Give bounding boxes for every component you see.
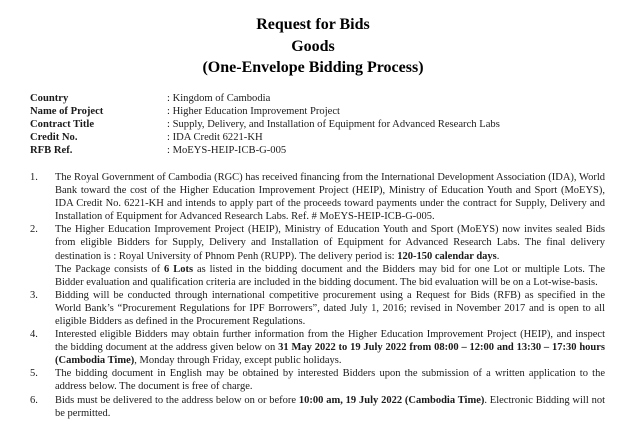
document-title bbox=[0, 14, 626, 79]
meta-label: Country bbox=[30, 92, 69, 104]
paragraph-block: The bidding document in English may be obtained by interested Bidders upon the submission of a written application to the address below. The document is free of charge. bbox=[55, 368, 605, 393]
meta-table bbox=[30, 92, 605, 157]
paragraph-block: The Royal Government of Cambodia (RGC) has received financing from the International Development Association (IDA), World Bank toward the cost of the Higher Education Improvement Project (HEIP), Ministry of Education Youth and Sport (MoEYS), IDA Credit No. 6221-KH and intends to apply part of the proceeds toward payments under the contract for Supply, Delivery and Installation of Equipment for Advanced Research Labs. Ref. # MoEYS-HEIP-ICB-G-005. bbox=[55, 171, 605, 223]
paragraph-block: The Higher Education Improvement Project (HEIP), Ministry of Education Youth and Sport (MoEYS) now invites sealed Bids from eligible Bidders for Supply, Delivery and Installation of Equipment for Advanced Research Labs. The final delivery destination is : Royal University of Phnom Penh (RUPP). The delivery period is: 120-150 calendar days. bbox=[55, 224, 605, 262]
meta-row bbox=[30, 92, 605, 105]
paragraph-text bbox=[55, 328, 605, 367]
meta-label: Credit No. bbox=[30, 131, 78, 143]
title-line-1: Request for Bids bbox=[256, 16, 370, 33]
meta-value: : MoEYS-HEIP-ICB-G-005 bbox=[167, 144, 287, 156]
meta-value: : Supply, Delivery, and Installation of Equipment for Advanced Research Labs bbox=[167, 118, 500, 130]
paragraph bbox=[30, 367, 605, 393]
paragraph-number: 4. bbox=[30, 329, 38, 341]
paragraph-block: The Package consists of 6 Lots as listed in the bidding document and the Bidders may bid for one Lot or multiple Lots. The Bidder evaluation and qualification criteria are included in the bidding document. The bid evaluation will be on a Lot-wise-basis. bbox=[55, 263, 605, 288]
meta-value: : Higher Education Improvement Project bbox=[167, 105, 340, 117]
document-page bbox=[0, 14, 626, 422]
paragraph-text bbox=[55, 289, 605, 328]
paragraph-number: 2. bbox=[30, 224, 38, 236]
title-line-3: (One-Envelope Bidding Process) bbox=[202, 59, 424, 76]
meta-row bbox=[30, 131, 605, 144]
paragraph-text bbox=[55, 223, 605, 288]
paragraph-block: Bidding will be conducted through international competitive procurement using a Request for Bids (RFB) as specified in the World Bank’s “Procurement Regulations for IPF Borrowers”, dated July 1, 2016; revised in November 2017 and is open to all eligible Bidders as defined in the Procurement Regulations. bbox=[55, 289, 605, 327]
meta-label: Name of Project bbox=[30, 105, 104, 117]
title-line-2: Goods bbox=[291, 37, 335, 55]
paragraph bbox=[30, 394, 605, 420]
meta-row bbox=[30, 144, 605, 157]
paragraph-text bbox=[55, 367, 605, 393]
paragraph-number: 3. bbox=[30, 289, 38, 301]
paragraph-number: 6. bbox=[30, 394, 38, 406]
meta-label: RFB Ref. bbox=[30, 144, 73, 156]
paragraph-text bbox=[55, 394, 605, 420]
paragraph bbox=[30, 328, 605, 367]
paragraph bbox=[30, 171, 605, 223]
meta-label: Contract Title bbox=[30, 118, 95, 130]
paragraph-text bbox=[55, 171, 605, 223]
paragraph-number: 5. bbox=[30, 368, 38, 380]
paragraph-block: Interested eligible Bidders may obtain further information from the Higher Education Improvement Project (HEIP), and inspect the bidding document at the address given below on 31 May 2022 to 19 July 2022 from 08:00 – 12:00 and 13:30 – 17:30 hours (Cambodia Time), Monday through Friday, except public holidays. bbox=[55, 329, 605, 367]
paragraph-list bbox=[30, 171, 605, 420]
meta-value: : IDA Credit 6221-KH bbox=[167, 131, 263, 143]
meta-row bbox=[30, 118, 605, 131]
meta-row bbox=[30, 105, 605, 118]
paragraph-block: Bids must be delivered to the address below on or before 10:00 am, 19 July 2022 (Cambodia Time). Electronic Bidding will not be permitted. bbox=[55, 394, 606, 419]
meta-value: : Kingdom of Cambodia bbox=[167, 92, 271, 104]
paragraph bbox=[30, 223, 605, 288]
paragraph bbox=[30, 289, 605, 328]
paragraph-number: 1. bbox=[30, 171, 38, 183]
